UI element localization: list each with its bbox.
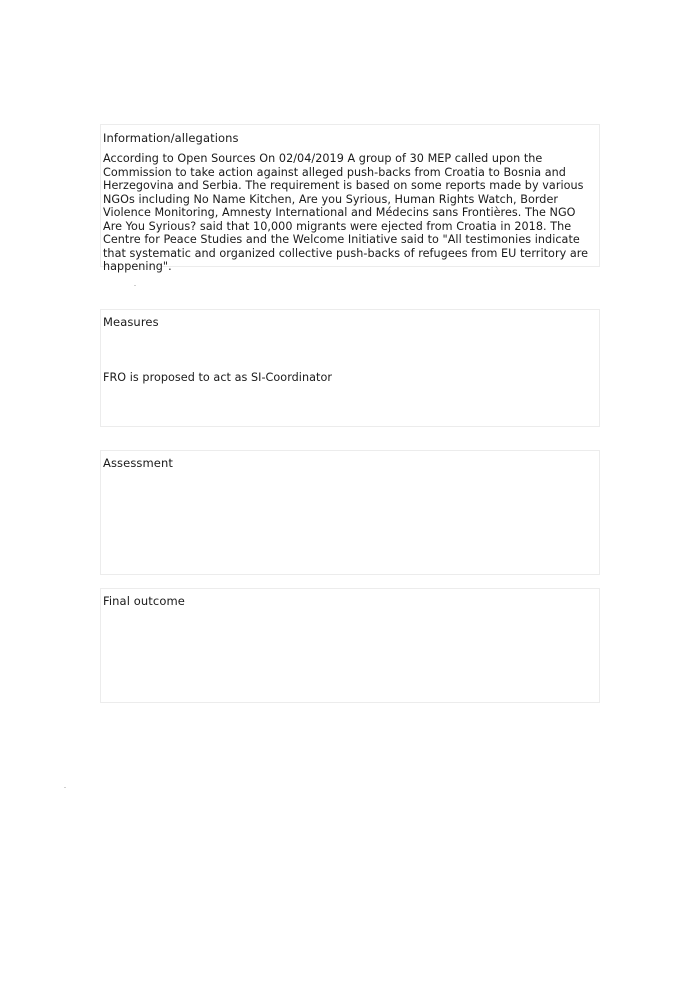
- assessment-heading: Assessment: [103, 456, 173, 470]
- final-outcome-section: [100, 594, 600, 608]
- scan-speck: [64, 787, 66, 788]
- measures-text: FRO is proposed to act as SI-Coordinator: [103, 371, 332, 384]
- assessment-section: [100, 456, 600, 470]
- information-allegations-section: [100, 131, 600, 274]
- information-allegations-heading: Information/allegations: [103, 131, 239, 145]
- information-allegations-text: According to Open Sources On 02/04/2019 A group of 30 MEP called upon the Commission to take action against alleged push-backs from Croatia to Bosnia and Herzegovina and Serbia. The requirement is based on some reports made by various NGOs including No Name Kitchen, Are you Syrious, Human Rights Watch, Border Violence Monitoring, Amnesty International and Médecins sans Frontières. The NGO Are You Syrious? said that 10,000 migrants were ejected from Croatia in 2018. The Centre for Peace Studies and the Welcome Initiative said to "All testimonies indicate that systematic and organized collective push-backs of refugees from EU territory are happening".: [103, 152, 589, 273]
- measures-section: [100, 315, 600, 385]
- final-outcome-heading: Final outcome: [103, 594, 185, 608]
- measures-heading: Measures: [103, 315, 159, 329]
- scan-speck: [134, 285, 136, 286]
